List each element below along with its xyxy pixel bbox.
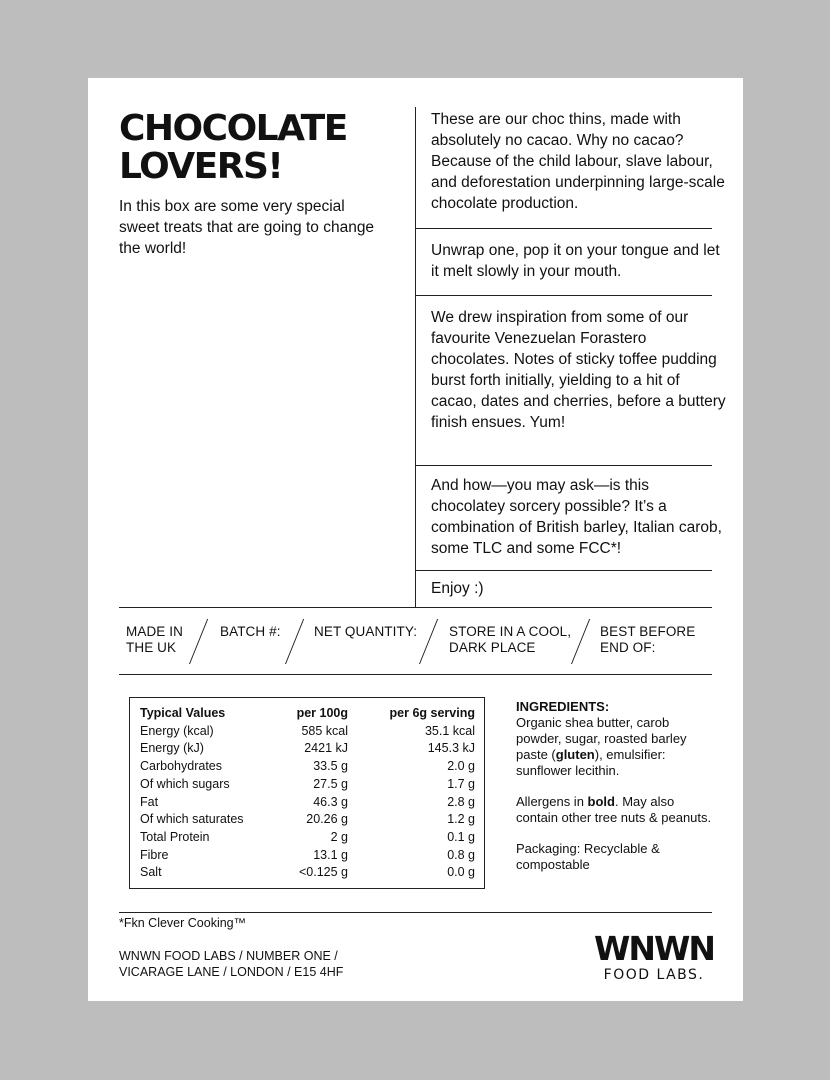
net-quantity-label: NET QUANTITY: (314, 624, 418, 639)
per-serving-value: 2.8 g (447, 794, 475, 809)
per-100g-value: 2 g (330, 829, 348, 844)
ingredients-heading: INGREDIENTS: (516, 699, 610, 714)
per-serving-value: 1.7 g (447, 776, 475, 791)
page-title (119, 110, 389, 186)
footnote: *Fkn Clever Cooking™ (119, 916, 247, 930)
address-line-2: VICARAGE LANE / LONDON / E15 4HF (119, 965, 344, 979)
per-serving-value: 145.3 kJ (427, 741, 475, 756)
address-line-1: WNWN FOOD LABS / NUMBER ONE / (119, 949, 338, 963)
made-in-line-2: THE UK (126, 640, 177, 655)
nutrient-name: Total Protein (140, 829, 210, 844)
nutrient-name: Fibre (140, 847, 169, 862)
per-100g-value: 2421 kJ (304, 741, 348, 756)
intro-text: In this box are some very special sweet treats that are going to change the world! (119, 198, 375, 257)
nutrient-name: Energy (kJ) (140, 741, 204, 756)
best-before-label (600, 624, 695, 656)
package-label (88, 78, 743, 1001)
table-row (140, 847, 475, 865)
per-100g-value: 585 kcal (301, 723, 348, 738)
paragraph-unwrap: Unwrap one, pop it on your tongue and let it melt slowly in your mouth. (431, 242, 720, 280)
divider (415, 295, 712, 296)
title-line-1: CHOCOLATE (119, 108, 347, 149)
nutrition-header-row (140, 705, 475, 723)
table-row (140, 776, 475, 794)
title-line-2: LOVERS! (119, 146, 283, 187)
made-in-line-1: MADE IN (126, 624, 183, 639)
per-100g-value: 46.3 g (313, 794, 348, 809)
storage-line-2: DARK PLACE (449, 640, 536, 655)
allergens-start: Allergens in (516, 794, 588, 809)
ingredients-block (516, 699, 716, 888)
paragraph-no-cacao: These are our choc thins, made with absolutely no cacao. Why no cacao? Because of the child labour, slave labour, and deforestation underpinning large-scale chocolate production. (431, 111, 725, 212)
nutrient-name: Energy (kcal) (140, 723, 214, 738)
per-100g-value: 13.1 g (313, 847, 348, 862)
nutrient-name: Salt (140, 865, 162, 880)
footer-line (119, 912, 712, 913)
slash-divider (419, 619, 438, 664)
allergens-text (516, 794, 716, 826)
storage-label (449, 624, 571, 656)
nutrient-name: Of which sugars (140, 776, 230, 791)
storage-line-1: STORE IN A COOL, (449, 624, 572, 639)
per-serving-value: 0.0 g (447, 865, 475, 880)
address (119, 948, 343, 980)
ingredients-text (516, 699, 716, 779)
slash-divider (189, 619, 208, 664)
allergens-end: . May also contain other tree nuts & peanuts. (516, 794, 712, 825)
per-serving-value: 0.8 g (447, 847, 475, 862)
packaging-text: Packaging: Recyclable & compostable (516, 841, 660, 872)
per-serving-value: 1.2 g (447, 812, 475, 827)
per-100g-value: 20.26 g (306, 812, 348, 827)
info-strip-top-line (119, 607, 712, 608)
column-divider (415, 107, 416, 607)
allergens-bold: bold (587, 794, 615, 809)
table-row (140, 758, 475, 776)
per-serving-value: 35.1 kcal (424, 723, 475, 738)
per-serving-value: 0.1 g (447, 829, 475, 844)
per-100g-value: 27.5 g (313, 776, 348, 791)
made-in-label (126, 624, 183, 656)
paragraph-enjoy: Enjoy :) (431, 580, 484, 597)
per-serving-value: 2.0 g (447, 759, 475, 774)
header-per-100g: per 100g (296, 706, 348, 720)
allergen-gluten: gluten (555, 747, 595, 762)
slash-divider (285, 619, 304, 664)
table-row (140, 794, 475, 812)
wnwn-logo (594, 930, 714, 982)
nutrient-name: Of which saturates (140, 812, 244, 827)
table-row (140, 723, 475, 741)
logo-subtitle: FOOD LABS. (603, 967, 705, 982)
header-per-serving: per 6g serving (389, 706, 475, 720)
nutrition-table (129, 697, 485, 889)
table-row (140, 864, 475, 882)
table-row (140, 829, 475, 847)
divider (415, 228, 712, 229)
nutrient-name: Fat (140, 794, 159, 809)
nutrient-name: Carbohydrates (140, 759, 222, 774)
table-row (140, 740, 475, 758)
best-before-line-1: BEST BEFORE (600, 624, 696, 639)
slash-divider (571, 619, 590, 664)
per-100g-value: 33.5 g (313, 759, 348, 774)
header-typical-values: Typical Values (140, 706, 226, 720)
ingredients-list-start: Organic shea butter, carob powder, sugar, roasted barley paste ( (516, 715, 687, 762)
table-row (140, 811, 475, 829)
divider (415, 465, 712, 466)
best-before-line-2: END OF: (600, 640, 656, 655)
logo-wordmark: WNWN (594, 930, 714, 968)
paragraph-how: And how—you may ask—is this chocolatey sorcery possible? It’s a combination of British barley, Italian carob, some TLC and some FCC*! (431, 477, 722, 557)
per-100g-value: <0.125 g (298, 865, 348, 880)
divider (415, 570, 712, 571)
batch-label: BATCH #: (220, 624, 281, 639)
info-strip-bottom-line (119, 674, 712, 675)
paragraph-inspiration: We drew inspiration from some of our favourite Venezuelan Forastero chocolates. Notes of sticky toffee pudding burst forth initially, yielding to a hit of cacao, dates and cherries, before a buttery finish ensues. Yum! (431, 309, 726, 431)
ingredients-list-end: ), emulsifier: sunflower lecithin. (516, 747, 666, 778)
